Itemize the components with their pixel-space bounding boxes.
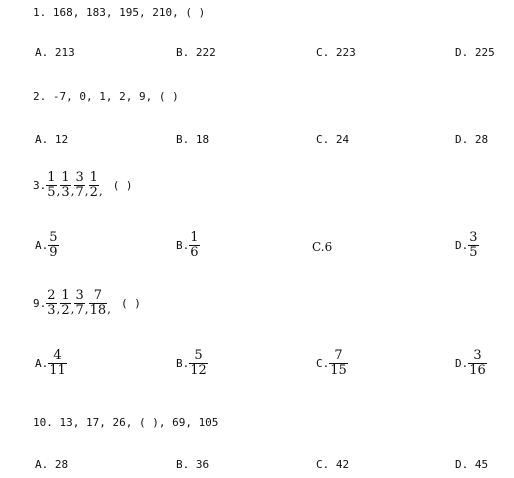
q2-option-c[interactable]: C. 24 bbox=[316, 133, 350, 146]
question-number: 3. bbox=[33, 178, 47, 192]
option-label: A. bbox=[35, 356, 49, 370]
fraction: $\frac{5}{9}$ bbox=[49, 230, 58, 260]
fraction: $\frac{3}{5}$ bbox=[469, 230, 478, 260]
option-label: D. bbox=[455, 238, 469, 252]
fraction: $\frac{4}{11}$ bbox=[49, 348, 66, 378]
question-2: 2. -7, 0, 1, 2, 9, ( ) bbox=[33, 90, 179, 103]
option-label: C.6 bbox=[312, 240, 333, 254]
question-9 bbox=[33, 289, 141, 318]
fraction: $\frac{3}{16}$ bbox=[469, 348, 486, 378]
q3-option-d[interactable] bbox=[455, 231, 479, 260]
q2-option-d[interactable]: D. 28 bbox=[455, 133, 489, 146]
question-3 bbox=[33, 171, 133, 200]
fraction: $\frac{1}{6}$ bbox=[190, 230, 199, 260]
question-number: 9. bbox=[33, 296, 47, 310]
q3-option-c[interactable] bbox=[312, 240, 332, 254]
q1-option-c[interactable]: C. 223 bbox=[316, 46, 356, 59]
fraction: $\frac{5}{12}$ bbox=[190, 348, 207, 378]
question-1: 1. 168, 183, 195, 210, ( ) bbox=[33, 6, 206, 19]
option-label: A. bbox=[35, 238, 49, 252]
fraction: $\frac{3}{7}$ bbox=[75, 170, 84, 200]
fraction: $\frac{1}{2}$ bbox=[89, 170, 98, 200]
comma: , bbox=[56, 183, 61, 198]
comma: , bbox=[98, 183, 103, 198]
q9-option-b[interactable] bbox=[176, 349, 208, 378]
fraction: $\frac{7}{15}$ bbox=[330, 348, 347, 378]
fraction: $\frac{1}{2}$ bbox=[61, 288, 70, 318]
q10-option-c[interactable]: C. 42 bbox=[316, 458, 350, 471]
q9-option-c[interactable] bbox=[316, 349, 348, 378]
q10-option-b[interactable]: B. 36 bbox=[176, 458, 210, 471]
q9-option-a[interactable] bbox=[35, 349, 67, 378]
answer-blank: ( ) bbox=[112, 178, 133, 192]
question-10: 10. 13, 17, 26, ( ), 69, 105 bbox=[33, 416, 219, 429]
comma: , bbox=[107, 301, 111, 316]
option-label: C. bbox=[316, 356, 330, 370]
q10-option-a[interactable]: A. 28 bbox=[35, 458, 69, 471]
option-label: D. bbox=[455, 356, 469, 370]
fraction: $\frac{3}{7}$ bbox=[75, 288, 84, 318]
comma: , bbox=[56, 301, 61, 316]
q2-option-a[interactable]: A. 12 bbox=[35, 133, 69, 146]
q1-option-b[interactable]: B. 222 bbox=[176, 46, 216, 59]
comma: , bbox=[84, 183, 89, 198]
q1-option-a[interactable]: A. 213 bbox=[35, 46, 75, 59]
q3-option-b[interactable] bbox=[176, 231, 200, 260]
q1-option-d[interactable]: D. 225 bbox=[455, 46, 495, 59]
q9-option-d[interactable] bbox=[455, 349, 487, 378]
q3-option-a[interactable] bbox=[35, 231, 59, 260]
q2-option-b[interactable]: B. 18 bbox=[176, 133, 210, 146]
fraction: $\frac{7}{18}$ bbox=[89, 288, 107, 318]
fraction: $\frac{1}{5}$ bbox=[47, 170, 56, 200]
option-label: B. bbox=[176, 356, 190, 370]
comma: , bbox=[70, 301, 75, 316]
q10-option-d[interactable]: D. 45 bbox=[455, 458, 489, 471]
fraction: $\frac{1}{3}$ bbox=[61, 170, 70, 200]
option-label: B. bbox=[176, 238, 190, 252]
fraction: $\frac{2}{3}$ bbox=[47, 288, 56, 318]
comma: , bbox=[70, 183, 75, 198]
answer-blank: ( ) bbox=[120, 296, 141, 310]
comma: , bbox=[84, 301, 89, 316]
